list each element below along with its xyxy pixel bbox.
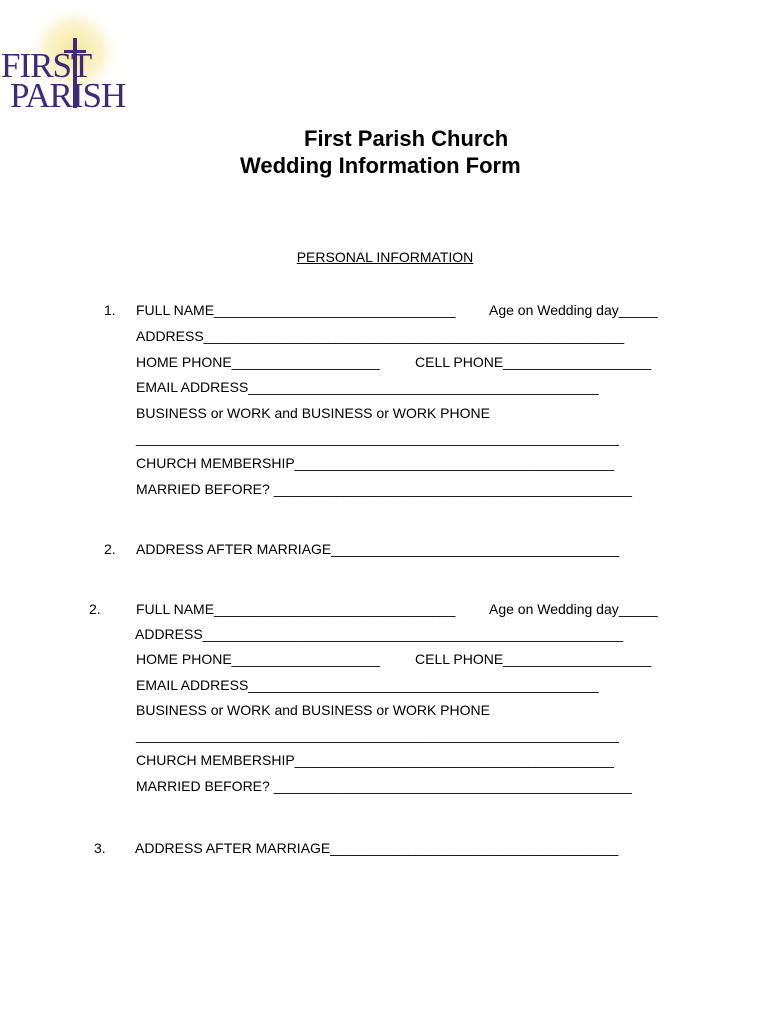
person1-email-field[interactable]: EMAIL ADDRESS_____________________________________________ [136,379,599,395]
logo-line-1: FIRST [1,46,92,85]
person2-full-name-field[interactable]: FULL NAME_______________________________ [136,601,456,617]
after2-address-field[interactable]: ADDRESS AFTER MARRIAGE_____________________________________ [135,840,619,856]
person1-address-field[interactable]: ADDRESS______________________________________________________ [136,328,625,344]
person1-number: 1. [104,302,116,318]
form-title: First Parish Church [304,126,509,151]
person2-email-field[interactable]: EMAIL ADDRESS_____________________________________________ [136,677,599,693]
person2-address-field[interactable]: ADDRESS______________________________________________________ [135,626,624,642]
person2-business-label: BUSINESS or WORK and BUSINESS or WORK PHONE [136,702,490,718]
after1-number: 2. [104,541,116,557]
after1-address-field[interactable]: ADDRESS AFTER MARRIAGE_____________________________________ [136,541,620,557]
logo-line-2: PARISH [10,76,126,115]
person2-married-field[interactable]: MARRIED BEFORE? ______________________________________________ [136,778,632,794]
person2-home-phone-field[interactable]: HOME PHONE___________________ [136,651,380,667]
person1-married-field[interactable]: MARRIED BEFORE? ______________________________________________ [136,481,632,497]
person1-full-name-field[interactable]: FULL NAME_______________________________ [136,302,456,318]
after2-number: 3. [94,840,106,856]
person1-home-phone-field[interactable]: HOME PHONE___________________ [136,354,380,370]
person1-cell-phone-field[interactable]: CELL PHONE___________________ [415,354,652,370]
person2-number: 2. [89,601,101,617]
person1-business-field[interactable]: ______________________________________________________________ [136,430,619,446]
person2-church-field[interactable]: CHURCH MEMBERSHIP_________________________________________ [136,752,614,768]
form-subtitle: Wedding Information Form [240,153,521,178]
person2-age-field[interactable]: Age on Wedding day_____ [489,601,658,617]
person2-business-field[interactable]: ______________________________________________________________ [136,727,619,743]
person1-business-label: BUSINESS or WORK and BUSINESS or WORK PHONE [136,405,490,421]
section-heading: PERSONAL INFORMATION [296,249,474,265]
first-parish-logo [0,0,130,120]
person2-cell-phone-field[interactable]: CELL PHONE___________________ [415,651,652,667]
person1-age-field[interactable]: Age on Wedding day_____ [489,302,658,318]
person1-church-field[interactable]: CHURCH MEMBERSHIP_________________________________________ [136,455,614,471]
